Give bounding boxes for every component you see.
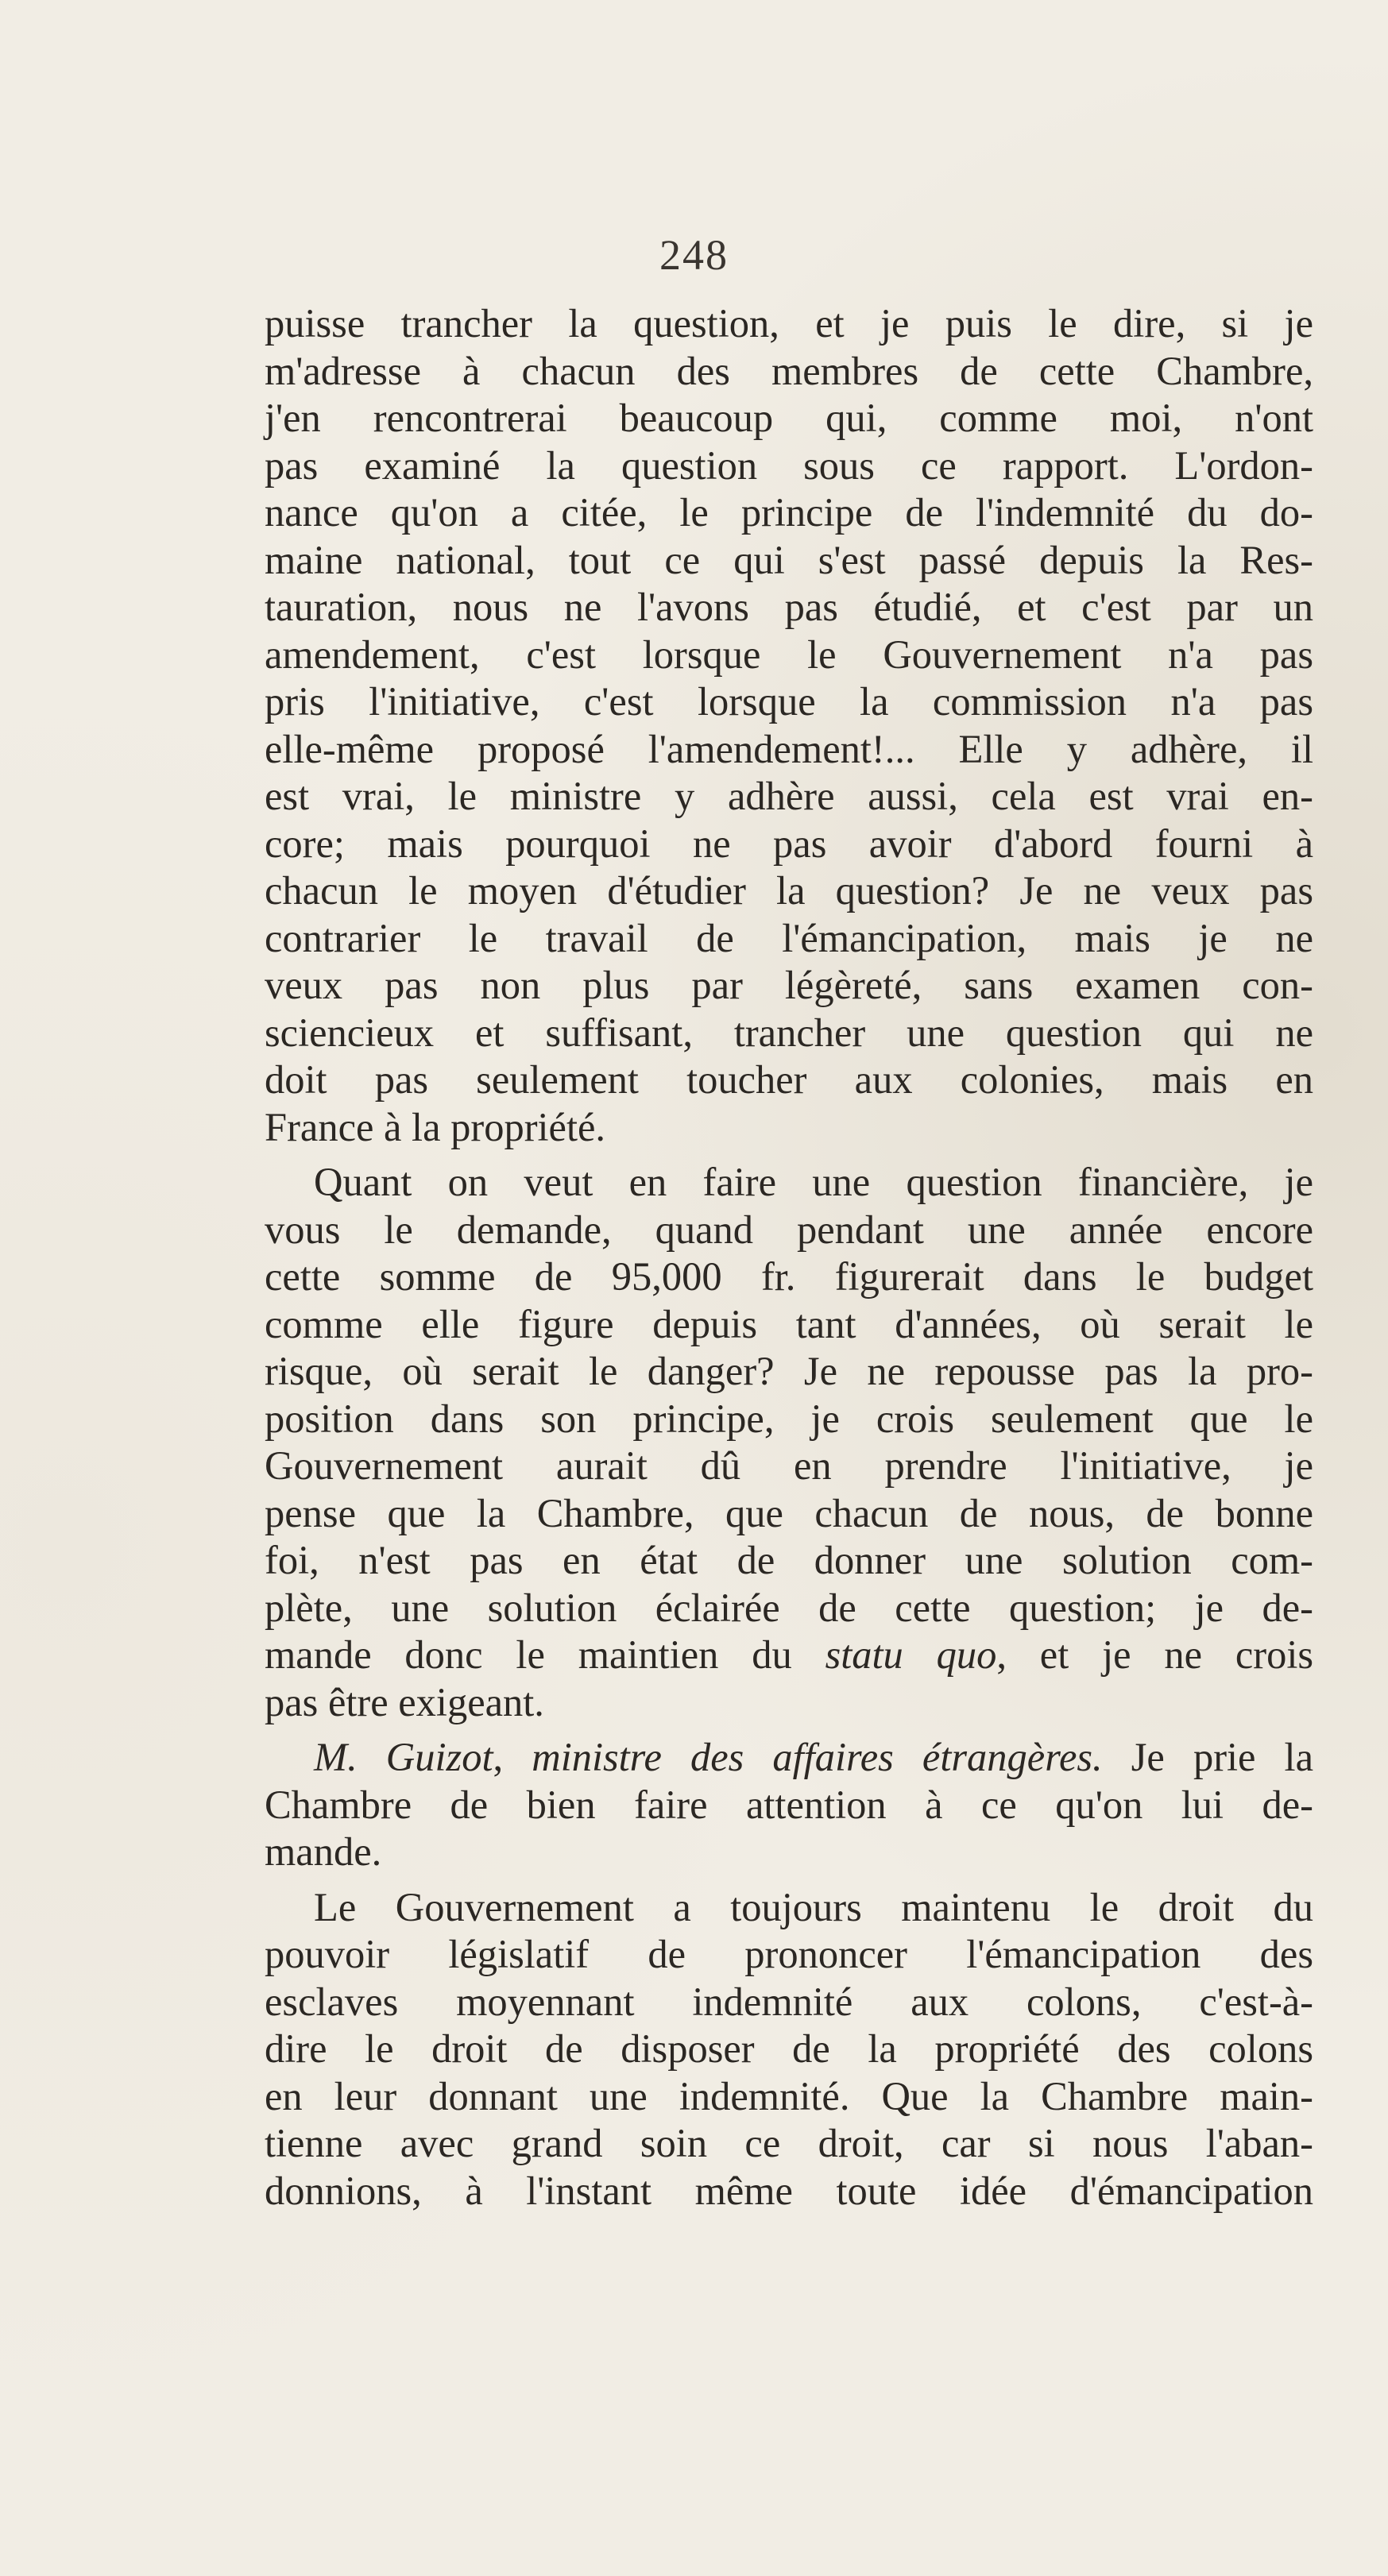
text-line: contrarier le travail de l'émancipation, mais je ne [265, 915, 1313, 960]
text-segment: , et je ne crois [996, 1632, 1314, 1677]
body-text [265, 300, 1313, 2223]
text-line: maine national, tout ce qui s'est passé depuis la Res- [265, 537, 1313, 582]
text-line: pense que la Chambre, que chacun de nous, de bonne [265, 1490, 1313, 1535]
text-line: position dans son principe, je crois seulement que le [265, 1396, 1313, 1441]
paragraph-4 [265, 1884, 1313, 2215]
text-line: pouvoir législatif de prononcer l'émancipation des [265, 1932, 1313, 1976]
text-line: est vrai, le ministre y adhère aussi, cela est vrai en- [265, 774, 1313, 818]
text-segment: , [493, 1735, 532, 1779]
paragraph-1 [265, 300, 1313, 1151]
text-line: cette somme de 95,000 fr. figurerait dans le budget [265, 1254, 1313, 1299]
italic-phrase: statu quo [825, 1632, 997, 1677]
text-line: elle-même proposé l'amendement!... Elle y adhère, il [265, 726, 1313, 771]
text-line [265, 1734, 1313, 1782]
page-number: 248 [659, 231, 729, 279]
text-line: nance qu'on a citée, le principe de l'indemnité du do- [265, 490, 1313, 535]
text-line: m'adresse à chacun des membres de cette Chambre, [265, 348, 1313, 393]
text-line: risque, où serait le danger? Je ne repousse pas la pro- [265, 1349, 1313, 1393]
paragraph-3 [265, 1734, 1313, 1876]
speaker-role: ministre des affaires étrangères. [532, 1735, 1103, 1779]
text-line [265, 1632, 1313, 1679]
text-line: pas être exigeant. [265, 1679, 544, 1724]
text-line: Le Gouvernement a toujours maintenu le droit du [314, 1884, 1313, 1929]
text-line: pas examiné la question sous ce rapport. L'ordon- [265, 442, 1313, 488]
text-line: Quant on veut en faire une question financière, je [314, 1160, 1313, 1204]
text-line: donnions, à l'instant même toute idée d'émancipation [265, 2168, 1313, 2213]
text-line: amendement, c'est lorsque le Gouvernement n'a pas [265, 631, 1313, 677]
paragraph-2 [265, 1159, 1313, 1726]
text-line: comme elle figure depuis tant d'années, où serait le [265, 1301, 1313, 1346]
text-line: tienne avec grand soin ce droit, car si nous l'aban- [265, 2121, 1313, 2165]
text-line: tauration, nous ne l'avons pas étudié, et c'est par un [265, 585, 1313, 629]
text-segment: mande donc le maintien du [265, 1632, 825, 1677]
text-line: esclaves moyennant indemnité aux colons, c'est-à- [265, 1979, 1313, 2024]
text-line: France à la propriété. [265, 1104, 606, 1149]
text-line: j'en rencontrerai beaucoup qui, comme moi, n'ont [265, 396, 1313, 440]
text-line: pris l'initiative, c'est lorsque la commission n'a pas [265, 679, 1313, 724]
text-line: Gouvernement aurait dû en prendre l'initiative, je [265, 1443, 1313, 1488]
text-line: plète, une solution éclairée de cette question; je de- [265, 1585, 1313, 1630]
text-line: dire le droit de disposer de la propriété des colons [265, 2026, 1313, 2071]
text-line: Chambre de bien faire attention à ce qu'on lui de- [265, 1782, 1313, 1827]
text-line: mande. [265, 1829, 382, 1874]
text-line: core; mais pourquoi ne pas avoir d'abord fourni à [265, 821, 1313, 866]
text-line: vous le demande, quand pendant une année encore [265, 1207, 1313, 1252]
text-line: veux pas non plus par légèreté, sans examen con- [265, 963, 1313, 1007]
text-segment: Je prie la [1102, 1735, 1313, 1779]
text-line: foi, n'est pas en état de donner une solution com- [265, 1538, 1313, 1582]
text-line: chacun le moyen d'étudier la question? Je ne veux pas [265, 868, 1313, 913]
text-line: doit pas seulement toucher aux colonies, mais en [265, 1057, 1313, 1102]
text-line: sciencieux et suffisant, trancher une question qui ne [265, 1010, 1313, 1055]
text-line: en leur donnant une indemnité. Que la Chambre main- [265, 2073, 1313, 2118]
speaker-name: M. Guizot [314, 1735, 493, 1779]
text-line: puisse trancher la question, et je puis le dire, si je [265, 301, 1313, 346]
